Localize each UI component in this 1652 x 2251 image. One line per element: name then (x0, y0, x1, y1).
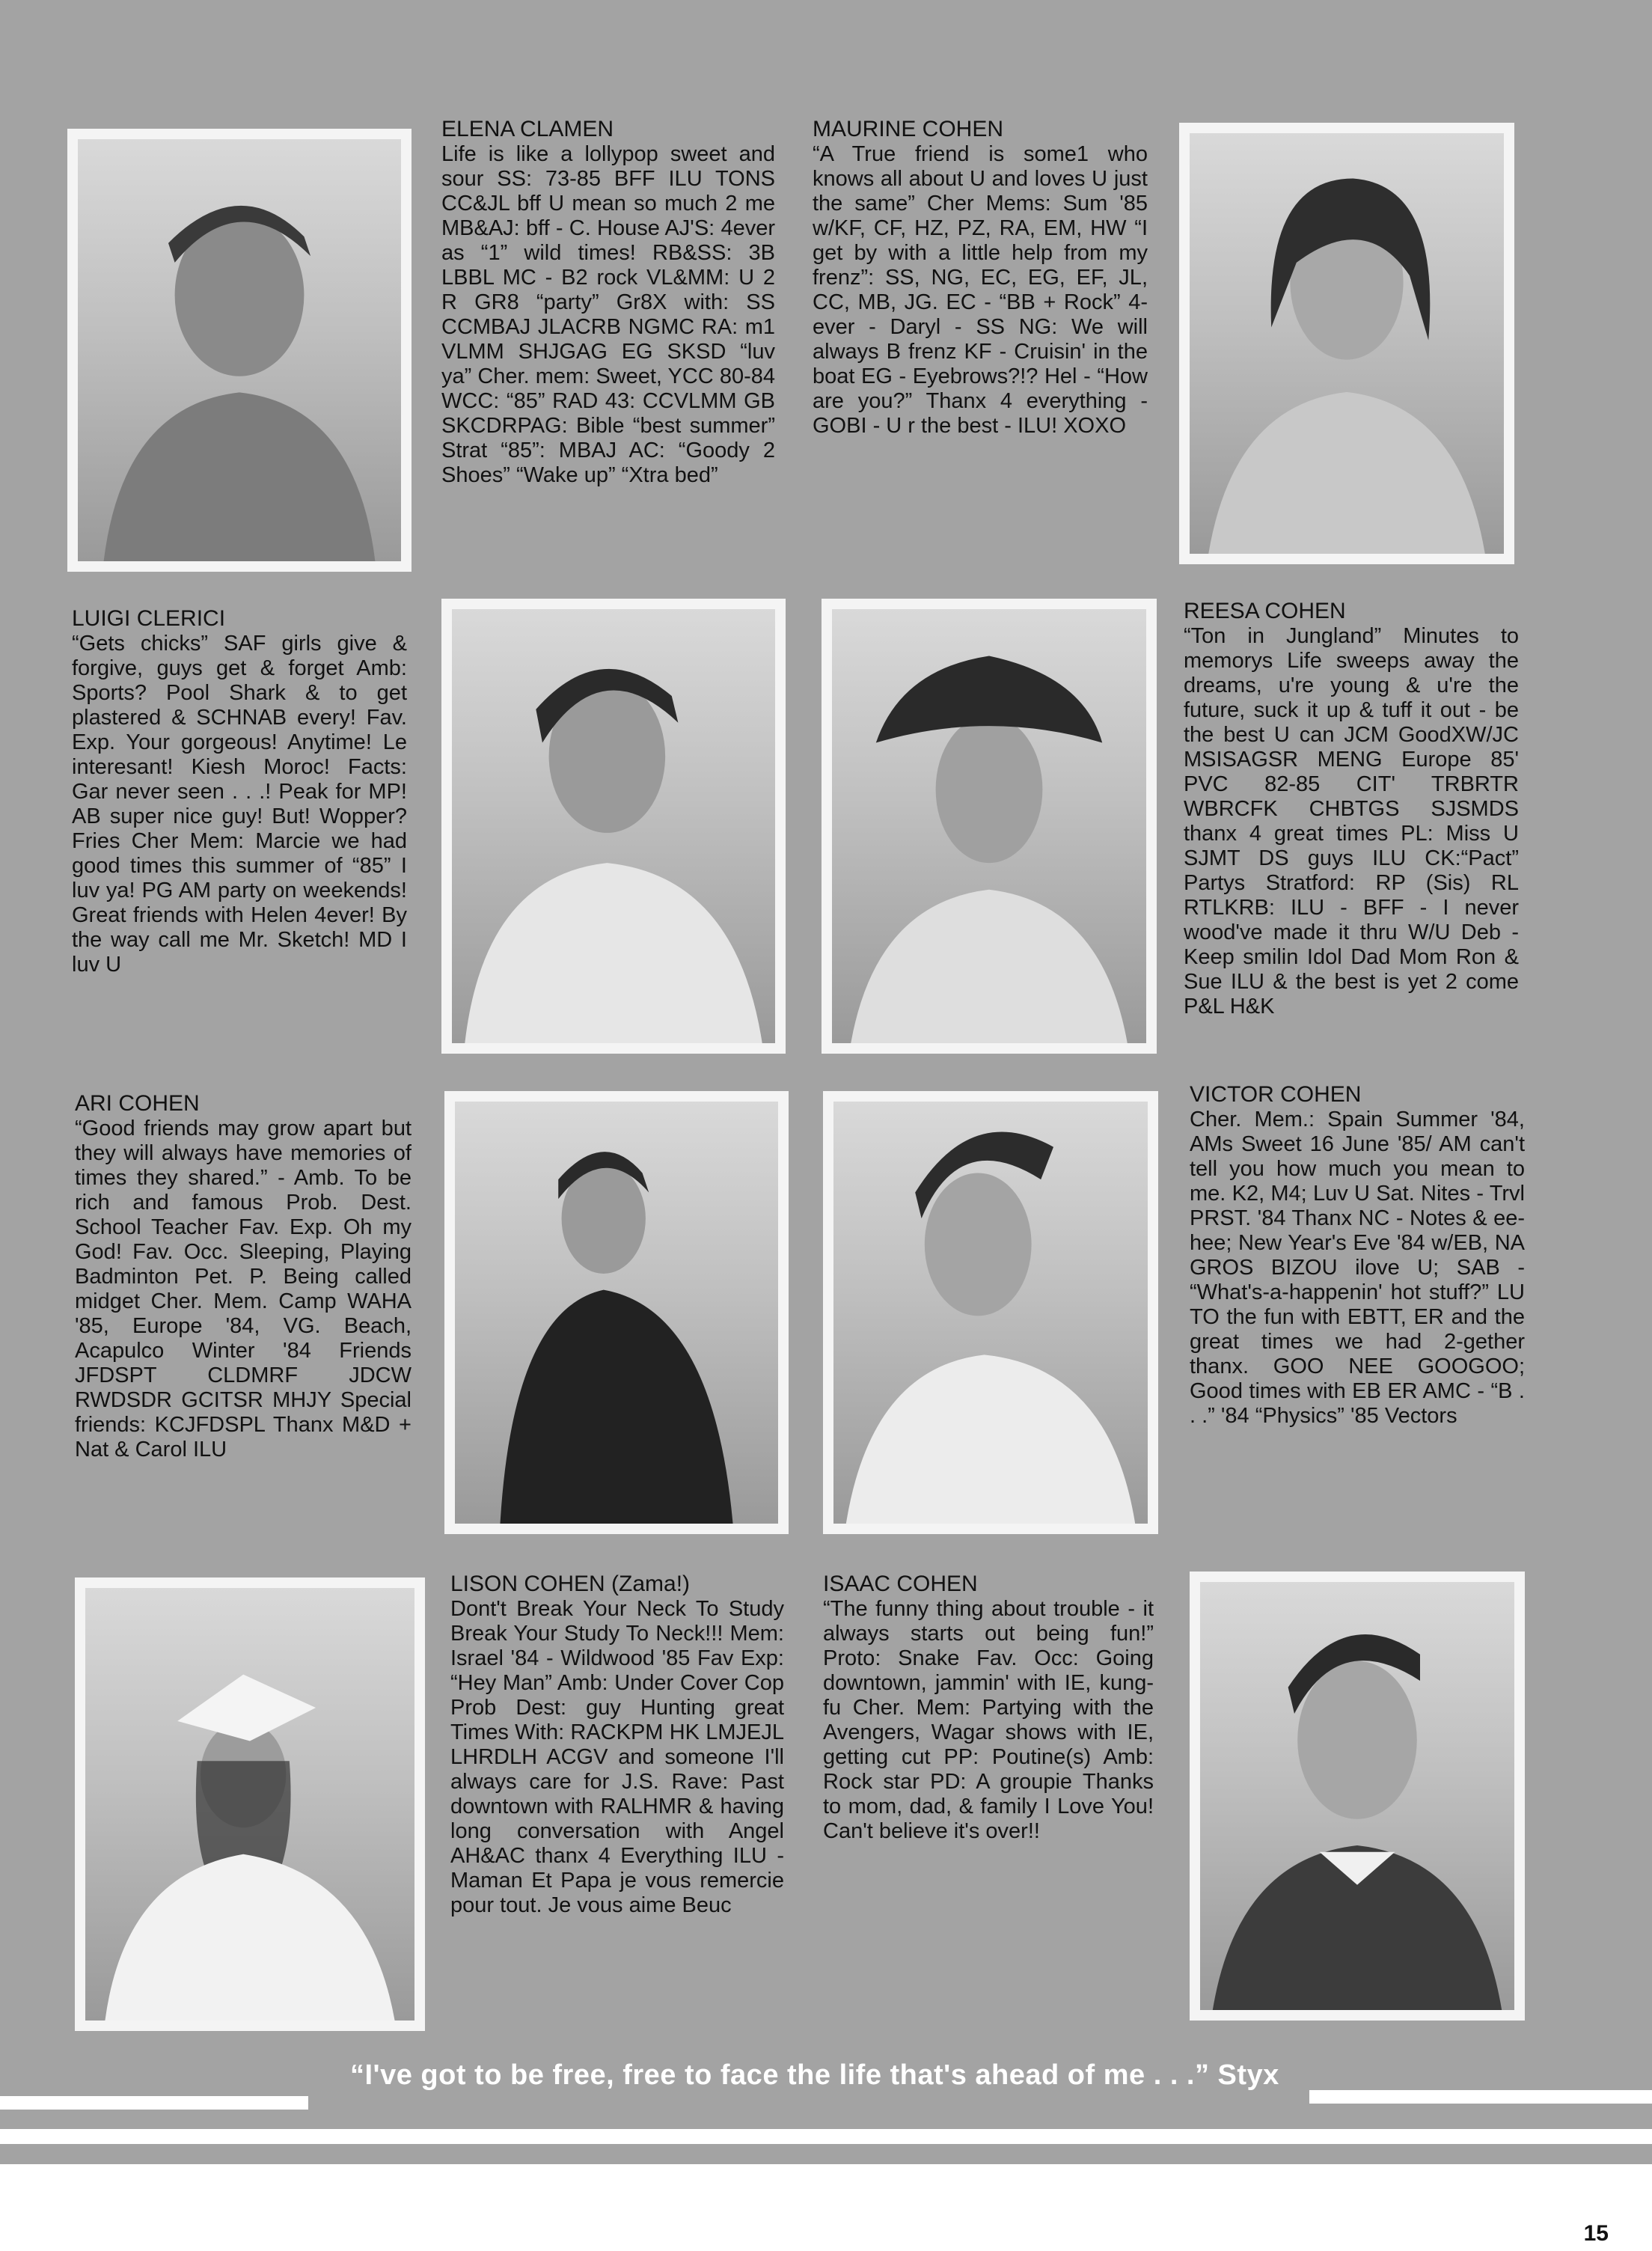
student-name: REESA COHEN (1184, 599, 1346, 623)
student-name: MAURINE COHEN (813, 117, 1004, 141)
entry-reesa-cohen (1184, 599, 1519, 1019)
student-name: ISAAC COHEN (823, 1572, 978, 1596)
student-quote: Cher. Mem.: Spain Summer '84, AMs Sweet 16 June '85/ AM can't tell you how much you mean to me. K2, M4; Luv U Sat. Nites - Trvl PRST. '84 Thanx NC - Notes & ee-hee; New Year's Eve '84 w/EB, NA GROS BIZOU ilove U; SAB - “What's-a-happenin' hot stuff?” LU TO the fun with EBTT, ER and the great times we had 2-gether thanx. GOO NEE GOOGOO; Good times with EB ER AMC - “B . . .” '84 “Physics” '85 Vectors (1190, 1108, 1525, 1428)
student-quote: Life is like a lollypop sweet and sour SS: 73-85 BFF ILU TONS CC&JL bff U mean so much 2 me MB&AJ: bff - C. House AJ'S: 4ever as “1” wild times! RB&SS: 3B LBBL MC - B2 rock VL&MM: U 2 R GR8 “party” Gr8X with: SS CCMBAJ JLACRB NGMC RA: m1 VLMM SHJGAG EG SKSD “luv ya” Cher. mem: Sweet, YCC 80-84 WCC: “85” RAD 43: CCVLMM GB SKCDRPAG: Bible “best summer” Strat “85”: MBAJ AC: “Goody 2 Shoes” “Wake up” “Xtra bed” (441, 142, 775, 487)
portrait-isaac-cohen (1190, 1572, 1525, 2021)
student-name: LUIGI CLERICI (72, 606, 226, 631)
footer-quote: “I've got to be free, free to face the life that's ahead of me . . .” Styx (350, 2059, 1279, 2091)
footer-rule-full (0, 2129, 1652, 2144)
entry-ari-cohen (75, 1091, 412, 1462)
student-name: ELENA CLAMEN (441, 117, 614, 141)
entry-victor-cohen (1190, 1082, 1525, 1429)
student-quote: “Ton in Jungland” Minutes to memorys Life sweeps away the dreams, u're young & u're the future, suck it up & tuff it out - be the best U can JCM GoodXW/JC MSISAGSR MENG Europe 85' PVC 82-85 CIT' TRBRTR WBRCFK CHBTGS SJSMDS thanx 4 great times PL: Miss U SJMT DS guys ILU CK:“Pact” Partys Stratford: RP (Sis) RL RTLKRB: ILU - BFF - I never wood've made it thru W/U Deb - Keep smilin Idol Dad Mom Ron & Sue ILU & the best is yet 2 come P&L H&K (1184, 624, 1519, 1018)
student-quote: “Good friends may grow apart but they will always have memories of times they shared.” - Amb. To be rich and famous Prob. Dest. School Teacher Fav. Exp. Oh my God! Fav. Occ. Sleeping, Playing Badminton Pet. P. Being called midget Cher. Mem. Camp WAHA '85, Europe '84, VG. Beach, Acapulco Winter '84 Friends JFDSPT CLDMRF JDCW RWDSDR GCITSR MHJY Special friends: KCJFDSPL Thanx M&D + Nat & Carol ILU (75, 1117, 412, 1462)
portrait-luigi-clerici (441, 599, 786, 1054)
student-quote: “A True friend is some1 who knows all about U and loves U just the same” Cher Mems: Sum '85 w/KF, CF, HZ, PZ, RA, EM, HW “I get by with a little help from my frenz”: SS, NG, EC, EG, EF, JL, CC, MB, JG. EC - “BB + Rock” 4-ever - Daryl - SS NG: We will always B frenz KF - Cruisin' in the boat EG - Eyebrows?!? Hel - “How are you?” Thanx 4 everything - GOBI - U r the best - ILU! XOXO (813, 142, 1148, 438)
student-quote: “Gets chicks” SAF girls give & forgive, guys get & forget Amb: Sports? Pool Shark & to get plastered & SCHNAB every! Fav. Exp. Your gorgeous! Anytime! Le interesant! Kiesh Moroc! Facts: Gar never seen . . .! Peak for MP! AB super nice guy! But! Wopper? Fries Cher Mem: Marcie we had good times this summer of “85” I luv ya! PG AM party on weekends! Great friends with Helen 4ever! By the way call me Mr. Sketch! MD I luv U (72, 632, 407, 977)
portrait-maurine-cohen (1179, 123, 1514, 564)
student-quote: “The funny thing about trouble - it always starts out being fun!” Proto: Snake Fav. Occ: Going downtown, jammin' with IE, kung-fu Cher. Mem: Partying with the Avengers, Wagar shows with IE, getting cut PP: Poutine(s) Amb: Rock star PD: A groupie Thanks to mom, dad, & family I Love You! Can't believe it's over!! (823, 1597, 1154, 1843)
student-name: ARI COHEN (75, 1091, 200, 1116)
portrait-elena-clamen (67, 129, 412, 572)
footer-rule-left (0, 2096, 308, 2110)
portrait-reesa-cohen (822, 599, 1157, 1054)
entry-luigi-clerici (72, 606, 407, 977)
portrait-ari-cohen (444, 1091, 789, 1534)
portrait-victor-cohen (823, 1091, 1158, 1534)
footer-rule-right (1309, 2090, 1652, 2104)
student-name: LISON COHEN (Zama!) (450, 1572, 691, 1596)
entry-isaac-cohen (823, 1572, 1154, 1844)
page-number: 15 (1583, 2221, 1609, 2246)
entry-lison-cohen (450, 1572, 784, 1918)
entry-maurine-cohen (813, 117, 1148, 439)
portrait-lison-cohen (75, 1577, 425, 2031)
entry-elena-clamen (441, 117, 775, 488)
student-name: VICTOR COHEN (1190, 1082, 1362, 1107)
student-quote: Dont't Break Your Neck To Study Break Your Study To Neck!!! Mem: Israel '84 - Wildwood '85 Fav Exp: “Hey Man” Amb: Under Cover Cop Prob Dest: guy Hunting great Times With: RACKPM HK LMJEJL LHRDLH ACGV and someone I'll always care for J.S. Rave: Past downtown with RALHMR & having long conversation with Angel AH&AC thanx 4 Everything ILU - Maman Et Papa je vous remercie pour tout. Je vous aime Beuc (450, 1597, 784, 1917)
